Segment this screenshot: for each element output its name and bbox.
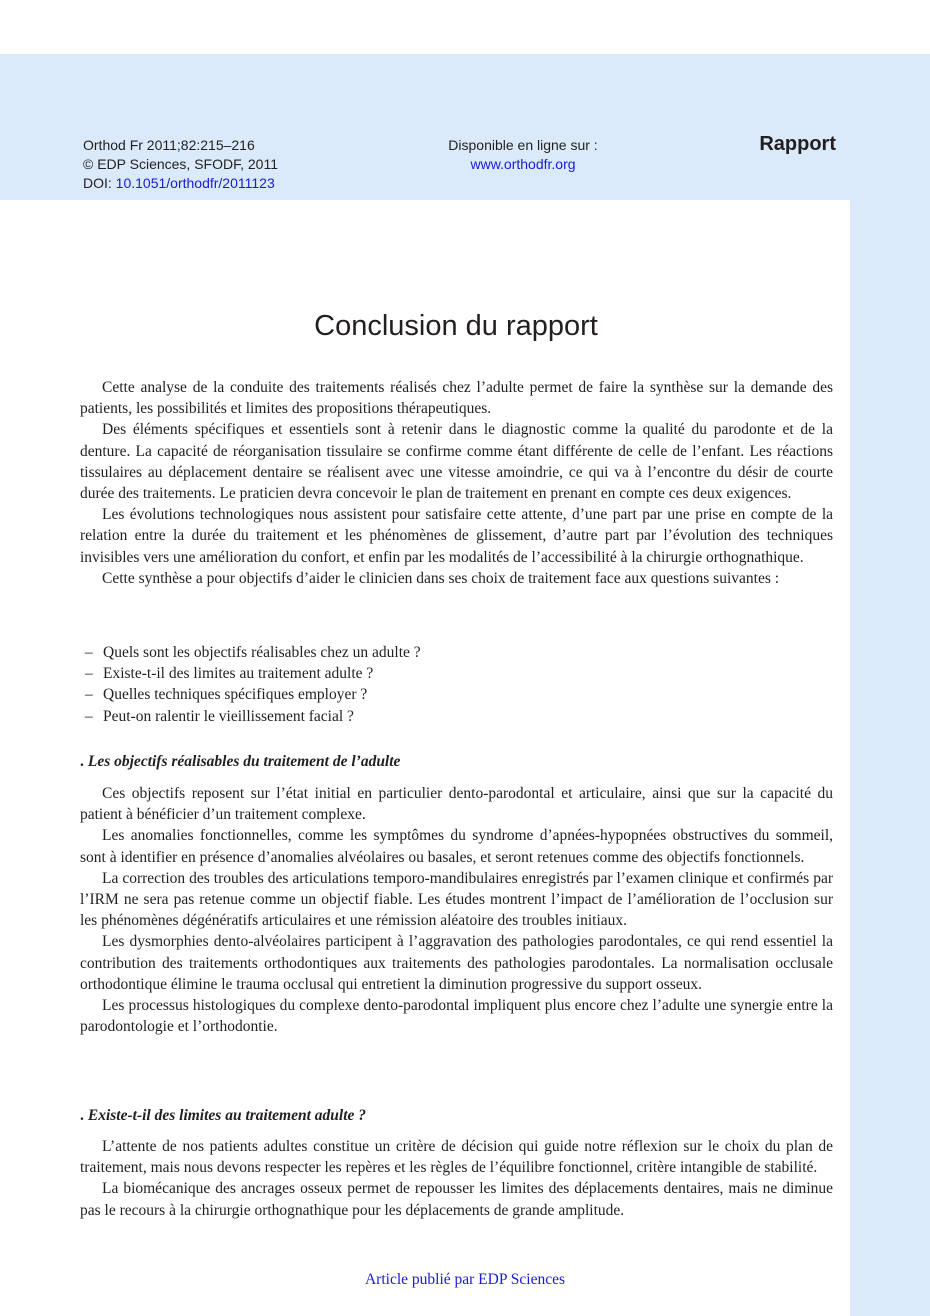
section-heading	[80, 751, 833, 772]
paragraph: Les processus histologiques du complexe dento-parodontal impliquent plus encore chez l’adulte une synergie entre la parodontologie et l’orthodontie.	[80, 997, 833, 1036]
paragraph: Les évolutions technologiques nous assistent pour satisfaire cette attente, d’une part par une prise en compte de la relation entre la durée du traitement et les phénomènes de glissement, d’autre part par l’évolution des techniques invisibles vers une amélioration du confort, et enfin par les modalités de l’accessibilité à la chirurgie orthognathique.	[80, 506, 833, 566]
doi-line	[83, 174, 278, 193]
paragraph: Des éléments spécifiques et essentiels sont à retenir dans le diagnostic comme la qualité du parodonte et de la denture. La capacité de réorganisation tissulaire se confirme comme étant différente de celle de l’enfant. Les réactions tissulaires au déplacement dentaire se réalisent avec une vitesse amoindrie, ce qui va à l’encontre du désir de courte durée des traitements. Le praticien devra concevoir le plan de traitement en prenant en compte ces deux exigences.	[80, 421, 833, 503]
section-heading-text: Existe-t-il des limites au traitement adulte ?	[87, 1107, 367, 1124]
paragraph: L’attente de nos patients adultes constitue un critère de décision qui guide notre réflexion sur le choix du plan de traitement, mais nous devons respecter les repères et les règles de l’équilibre fonctionnel, critère intangible de stabilité.	[80, 1138, 833, 1177]
questions-list	[80, 642, 833, 727]
paragraph: Les dysmorphies dento-alvéolaires participent à l’aggravation des pathologies parodontales, ce qui rend essentiel la contribution des traitements orthodontiques aux traitements des pathologies parodontales. La normalisation occlusale orthodontique élimine le trauma occlusal qui entretient la diminution progressive du support osseux.	[80, 933, 833, 993]
page-top-margin	[0, 0, 930, 54]
citation-block	[83, 136, 278, 193]
page-title: Conclusion du rapport	[314, 310, 598, 342]
list-item: – Quels sont les objectifs réalisables chez un adulte ?	[80, 642, 833, 663]
intro-text	[80, 377, 833, 589]
paragraph: Cette synthèse a pour objectifs d’aider le clinicien dans ses choix de traitement face aux questions suivantes :	[102, 569, 780, 587]
publisher-footer-link[interactable]: Article publié par EDP Sciences	[364, 1271, 565, 1288]
paragraph: Les anomalies fonctionnelles, comme les symptômes du syndrome d’apnées-hypopnées obstructives du sommeil, sont à identifier en présence d’anomalies alvéolaires ou basales, et seront retenues comme des objectifs fonctionnels.	[80, 827, 833, 866]
online-label: Disponible en ligne sur :	[448, 137, 598, 153]
doi-label: DOI:	[83, 175, 112, 191]
article-type: Rapport	[759, 133, 836, 155]
list-item: – Quelles techniques spécifiques employer ?	[80, 684, 833, 705]
list-item: – Existe-t-il des limites au traitement adulte ?	[80, 663, 833, 684]
section-bullet: .	[80, 753, 84, 770]
paragraph: La correction des troubles des articulations temporo-mandibulaires enregistrés par l’examen clinique et confirmés par l’IRM ne sera pas retenue comme un objectif fiable. Les études montrent l’impact de l’amélioration de l’occlusion sur les phénomènes dégénératifs articulaires et une rémission aléatoire des troubles initiaux.	[80, 869, 833, 930]
doi-link[interactable]: 10.1051/orthodfr/2011123	[115, 175, 275, 191]
paragraph: Cette analyse de la conduite des traitements réalisés chez l’adulte permet de faire la synthèse sur la demande des patients, les possibilités et limites des propositions thérapeutiques.	[80, 379, 833, 418]
journal-website-link[interactable]: www.orthodfr.org	[470, 156, 576, 172]
list-item: – Peut-on ralentir le vieillissement facial ?	[80, 706, 833, 727]
right-margin-strip	[850, 200, 930, 1316]
online-availability	[423, 136, 623, 174]
section-heading	[80, 1105, 833, 1126]
section-body	[80, 1136, 833, 1221]
paragraph: La biomécanique des ancrages osseux permet de repousser les limites des déplacements dentaires, mais ne diminue pas le recours à la chirurgie orthognathique pour les déplacements de grande amplitude.	[80, 1180, 833, 1219]
section-heading-text: Les objectifs réalisables du traitement de l’adulte	[87, 753, 401, 770]
journal-reference: Orthod Fr 2011;82:215–216	[83, 137, 255, 153]
copyright-line: © EDP Sciences, SFODF, 2011	[83, 156, 278, 172]
section-body	[80, 783, 833, 1037]
section-bullet: .	[80, 1107, 84, 1124]
paragraph: Ces objectifs reposent sur l’état initial en particulier dento-parodontal et articulaire, ainsi que sur la capacité du patient à bénéficier d’un traitement complexe.	[80, 785, 833, 824]
